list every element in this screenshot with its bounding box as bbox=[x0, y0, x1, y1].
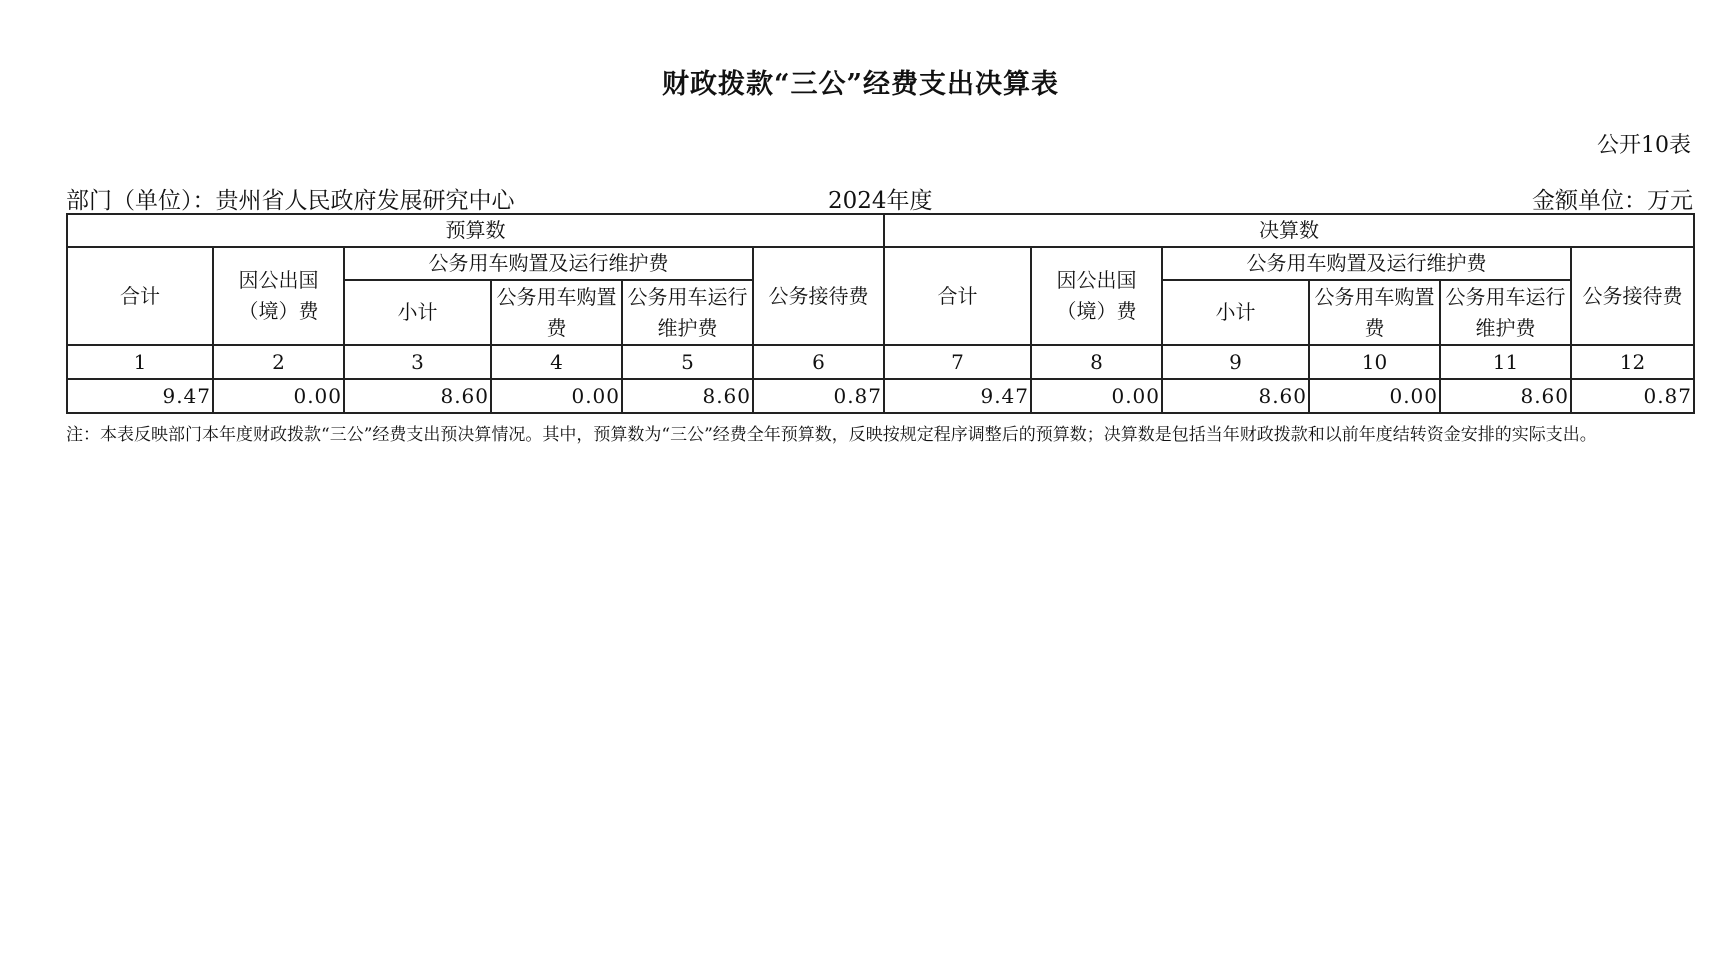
value-cell: 0.00 bbox=[1031, 379, 1162, 413]
budget-operation-header: 公务用车运行维护费 bbox=[622, 280, 753, 345]
report-meta bbox=[66, 182, 1693, 212]
table-note: 注：本表反映部门本年度财政拨款“三公”经费支出预决算情况。其中，预算数为“三公”经费全年预算数，反映按规定程序调整后的预算数；决算数是包括当年财政拨款和以前年度结转资金安排的实际支出。 bbox=[66, 425, 1597, 445]
value-cell: 0.00 bbox=[491, 379, 622, 413]
final-operation-header: 公务用车运行维护费 bbox=[1440, 280, 1571, 345]
value-cell: 0.00 bbox=[1309, 379, 1440, 413]
final-reception-header: 公务接待费 bbox=[1571, 247, 1694, 345]
value-cell: 8.60 bbox=[622, 379, 753, 413]
col-number: 8 bbox=[1031, 345, 1162, 379]
budget-purchase-header: 公务用车购置费 bbox=[491, 280, 622, 345]
col-number: 7 bbox=[884, 345, 1031, 379]
form-number: 公开10表 bbox=[1597, 133, 1691, 158]
value-cell: 8.60 bbox=[1440, 379, 1571, 413]
column-number-row bbox=[67, 345, 1694, 379]
fiscal-year: 2024年度 bbox=[828, 188, 933, 214]
value-cell: 8.60 bbox=[344, 379, 491, 413]
col-number: 12 bbox=[1571, 345, 1694, 379]
col-number: 2 bbox=[213, 345, 344, 379]
col-number: 9 bbox=[1162, 345, 1309, 379]
expense-table bbox=[66, 213, 1695, 414]
value-cell: 9.47 bbox=[884, 379, 1031, 413]
budget-reception-header: 公务接待费 bbox=[753, 247, 884, 345]
page-title: 财政拨款“三公”经费支出决算表 bbox=[661, 69, 1060, 100]
value-cell: 9.47 bbox=[67, 379, 213, 413]
amount-unit: 金额单位：万元 bbox=[1532, 188, 1693, 214]
col-number: 11 bbox=[1440, 345, 1571, 379]
col-number: 5 bbox=[622, 345, 753, 379]
budget-vehicle-header: 公务用车购置及运行维护费 bbox=[344, 247, 753, 280]
budget-total-header: 合计 bbox=[67, 247, 213, 345]
value-cell: 0.00 bbox=[213, 379, 344, 413]
final-abroad-header: 因公出国（境）费 bbox=[1031, 247, 1162, 345]
value-cell: 8.60 bbox=[1162, 379, 1309, 413]
budget-group-header: 预算数 bbox=[67, 214, 884, 247]
col-number: 4 bbox=[491, 345, 622, 379]
department-label: 部门（单位）：贵州省人民政府发展研究中心 bbox=[66, 188, 515, 214]
col-number: 3 bbox=[344, 345, 491, 379]
final-purchase-header: 公务用车购置费 bbox=[1309, 280, 1440, 345]
table-row bbox=[67, 379, 1694, 413]
final-group-header: 决算数 bbox=[884, 214, 1694, 247]
final-total-header: 合计 bbox=[884, 247, 1031, 345]
value-cell: 0.87 bbox=[1571, 379, 1694, 413]
col-number: 1 bbox=[67, 345, 213, 379]
col-number: 10 bbox=[1309, 345, 1440, 379]
budget-abroad-header: 因公出国（境）费 bbox=[213, 247, 344, 345]
col-number: 6 bbox=[753, 345, 884, 379]
value-cell: 0.87 bbox=[753, 379, 884, 413]
final-subtotal-header: 小计 bbox=[1162, 280, 1309, 345]
budget-subtotal-header: 小计 bbox=[344, 280, 491, 345]
final-vehicle-header: 公务用车购置及运行维护费 bbox=[1162, 247, 1571, 280]
